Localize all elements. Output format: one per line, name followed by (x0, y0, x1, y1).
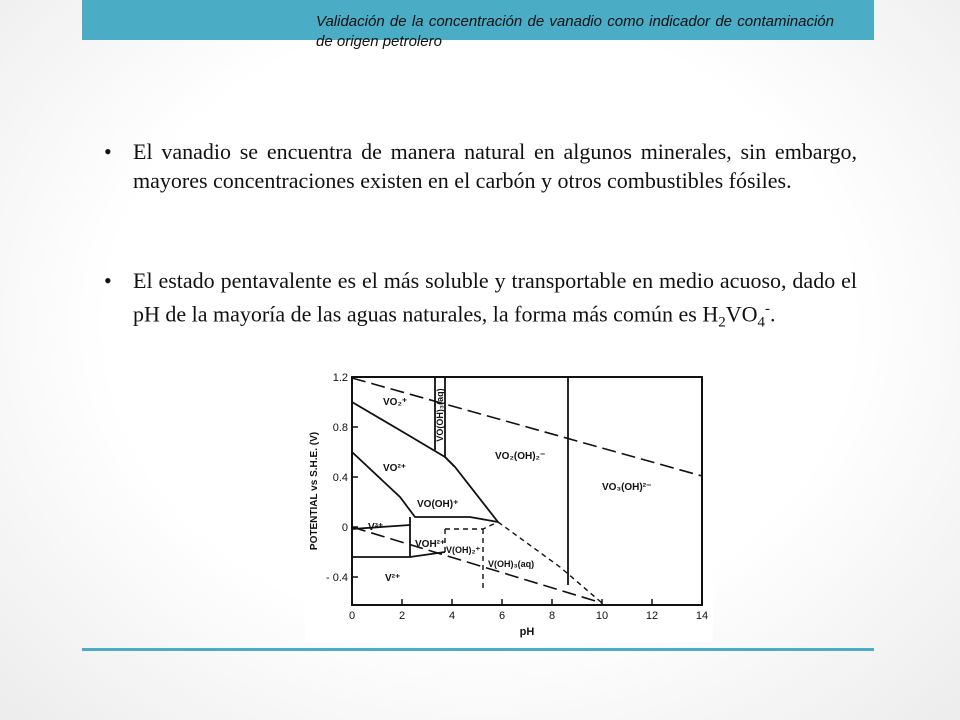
slide-title: Validación de la concentración de vanadio como indicador de contaminación de origen petrolero (316, 13, 834, 50)
x-axis-label: pH (519, 626, 535, 638)
label-v2-plus: V²⁺ (385, 573, 401, 584)
label-v-oh3: V(OH)₃(aq) (488, 559, 535, 569)
bullet-marker-2: • (104, 268, 112, 293)
formula-period: . (770, 301, 776, 327)
x-tick-2: 2 (398, 610, 406, 622)
pourbaix-diagram (305, 367, 713, 642)
label-v-oh2-plus: V(OH)₂⁺ (446, 545, 481, 555)
formula-charge: - (765, 301, 771, 317)
label-vo2-oh2: VO₂(OH)₂⁻ (495, 451, 546, 462)
footer-divider (82, 648, 874, 651)
label-vo3-oh: VO₃(OH)²⁻ (602, 482, 652, 493)
label-v3-plus: V³⁺ (368, 522, 384, 533)
label-vo2-plus: VO₂⁺ (383, 397, 408, 408)
label-voh2-plus: VOH²⁺ (415, 539, 446, 550)
y-tick-1-2: 1.2 (332, 372, 348, 384)
bullet-text-1: El vanadio se encuentra de manera natural en algunos minerales, sin embargo, mayores concentraciones existen en el carbón y otros combustibles fósiles. (133, 139, 857, 193)
bullet-marker-1: • (104, 139, 112, 164)
label-vo-oh3: VO(OH)₃(aq) (435, 388, 445, 442)
x-tick-14: 14 (695, 610, 709, 622)
formula-sub-4: 4 (757, 314, 766, 331)
x-tick-0: 0 (348, 610, 356, 622)
x-tick-4: 4 (448, 610, 456, 622)
x-tick-10: 10 (595, 610, 609, 622)
x-tick-8: 8 (548, 610, 556, 622)
x-tick-6: 6 (498, 610, 506, 622)
y-axis-label: POTENTIAL vs S.H.E. (V) (309, 431, 320, 551)
x-tick-12: 12 (645, 610, 659, 622)
bullet-text-2 (133, 266, 857, 338)
label-vo-oh-plus: VO(OH)⁺ (417, 499, 459, 510)
y-tick-0: 0 (341, 522, 348, 534)
y-tick-0-8: 0.8 (332, 422, 348, 434)
formula-vo: VO (725, 301, 758, 327)
y-tick-neg-0-4: - 0.4 (325, 572, 348, 584)
formula-sub-2: 2 (718, 314, 726, 331)
y-tick-0-4: 0.4 (332, 472, 348, 484)
bullet-text-2-main: El estado pentavalente es el más soluble y transportable en medio acuoso, dado el pH de la mayoría de las aguas naturales, la forma más común es H (133, 268, 857, 327)
label-vo2-2plus: VO²⁺ (383, 463, 407, 474)
